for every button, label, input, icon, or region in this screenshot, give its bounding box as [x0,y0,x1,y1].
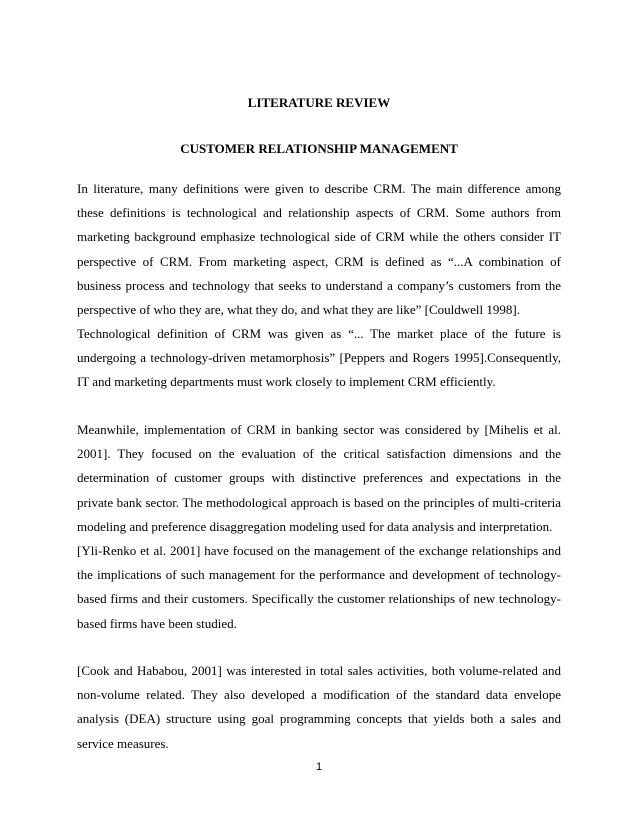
paragraph-exchange-relationships: [Yli-Renko et al. 2001] have focused on the management of the exchange relationships and the implications of such management for the performance and development of technology-based firms and their customers. Specifically the customer relationships of new technology-based firms have been studied. [77,543,561,631]
paragraph-technological-definition: Technological definition of CRM was given as “... The market place of the future is undergoing a technology-driven metamorphosis” [Peppers and Rogers 1995].Consequently, IT and marketing departments must work closely to implement CRM efficiently. [77,326,561,390]
section-heading: LITERATURE REVIEW [247,95,391,110]
page-number: 1 [315,761,323,773]
paragraph-crm-definitions: In literature, many definitions were given to describe CRM. The main difference among these definitions is technological and relationship aspects of CRM. Some authors from marketing background emphasize technological side of CRM while the others consider IT perspective of CRM. From marketing aspect, CRM is defined as “...A combination of business process and technology that seeks to understand a company’s customers from the perspective of who they are, what they do, and what they are like” [Couldwell 1998]. [77,181,561,318]
section-subheading: CUSTOMER RELATIONSHIP MANAGEMENT [180,141,458,156]
paragraph-sales-activities: [Cook and Hababou, 2001] was interested in total sales activities, both volume-related and non-volume related. They also developed a modification of the standard data envelope analysis (DEA) structure using goal programming concepts that yields both a sales and service measures. [77,663,561,751]
paragraph-banking-sector: Meanwhile, implementation of CRM in banking sector was considered by [Mihelis et al. 2001]. They focused on the evaluation of the critical satisfaction dimensions and the determination of customer groups with distinctive preferences and expectations in the private bank sector. The methodological approach is based on the principles of multi-criteria modeling and preference disaggregation modeling used for data analysis and interpretation. [77,422,561,534]
